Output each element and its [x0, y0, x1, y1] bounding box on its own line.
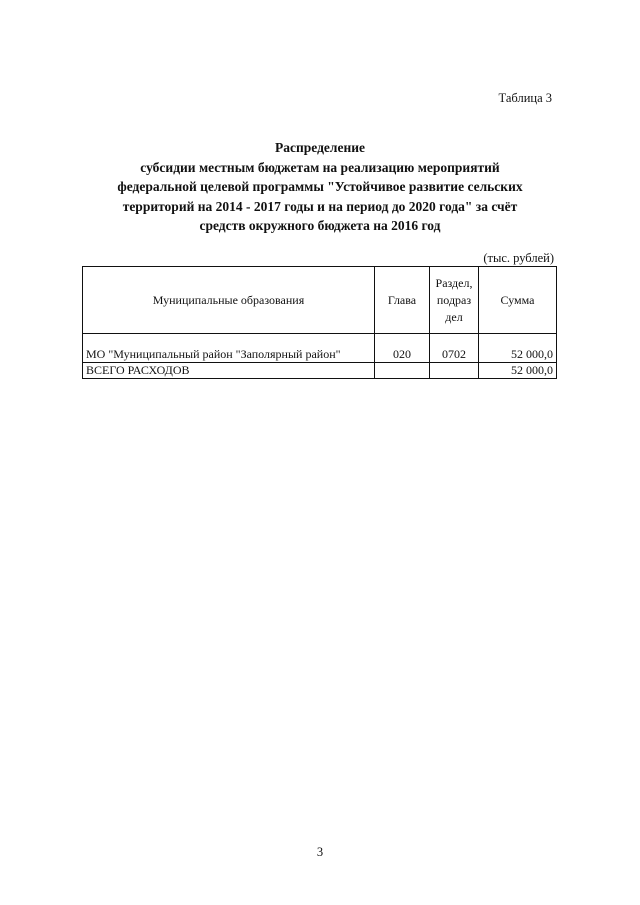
title-line: Распределение [274, 140, 366, 155]
cell-glava: 020 [375, 334, 430, 363]
table-number-label: Таблица 3 [498, 91, 552, 105]
title-line: средств окружного бюджета на 2016 год [199, 218, 441, 234]
total-razdel [430, 363, 479, 379]
header-summa: Сумма [479, 267, 557, 334]
subsidy-table [82, 266, 557, 379]
cell-razdel: 0702 [430, 334, 479, 363]
title-line: территорий на 2014 - 2017 годы и на период до 2020 года" за счёт [122, 198, 518, 214]
total-glava [375, 363, 430, 379]
cell-municipality: МО "Муниципальный район "Заполярный район" [83, 334, 375, 363]
total-summa: 52 000,0 [479, 363, 557, 379]
table-row [83, 334, 557, 363]
header-glava: Глава [375, 267, 430, 334]
header-razdel-line: подраз [436, 292, 472, 307]
table-header-row [83, 267, 557, 334]
header-municipalities: Муниципальные образования [83, 267, 375, 334]
header-razdel-line: Раздел, [435, 275, 473, 290]
total-row [83, 363, 557, 379]
header-razdel [430, 267, 479, 334]
cell-summa: 52 000,0 [479, 334, 557, 363]
page-number: 3 [316, 845, 324, 859]
title-line: субсидии местным бюджетам на реализацию мероприятий [140, 159, 500, 175]
document-title [70, 138, 570, 236]
title-line: федеральной целевой программы "Устойчивое развитие сельских [117, 179, 523, 195]
header-razdel-line: дел [445, 309, 463, 324]
total-label: ВСЕГО РАСХОДОВ [83, 363, 375, 379]
units-label: (тыс. рублей) [483, 251, 554, 265]
